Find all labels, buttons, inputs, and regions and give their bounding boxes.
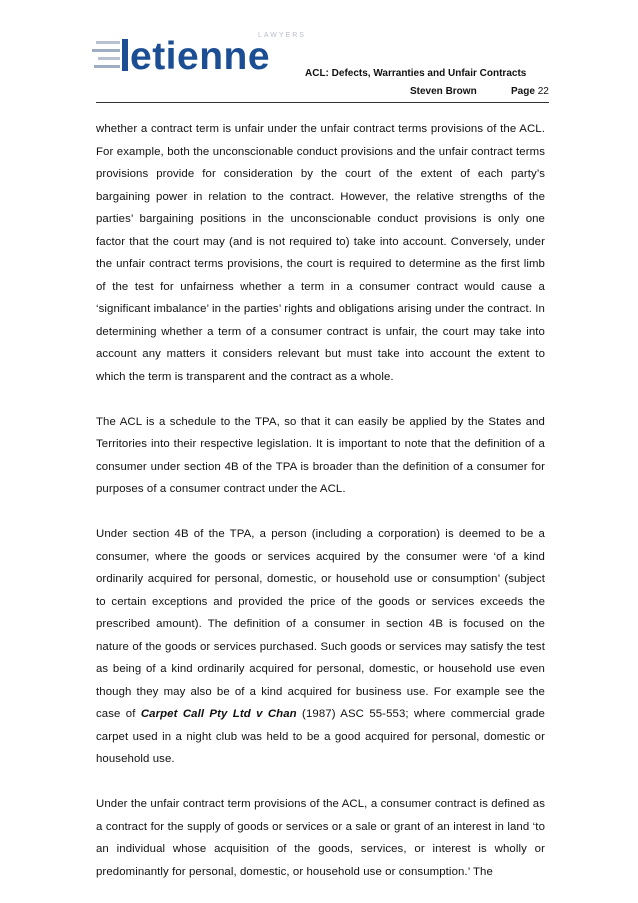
paragraph-section-4b-before: Under section 4B of the TPA, a person (including a corporation) is deemed to be a consumer, where the goods or services acquired by the consumer were ‘of a kind ordinarily acquired for personal, domestic, or household use or consumption’ (subject to certain exceptions and provided the price of the goods or services exceeds the prescribed amount). The definition of a consumer in section 4B is focused on the nature of the goods or services purchased. Such goods or services may satisfy the test as being of a kind ordinarily acquired for personal, domestic, or household use even though they may also be of a kind acquired for business use. For example see the case of <box>96 528 545 720</box>
paragraph-unfair-terms: whether a contract term is unfair under the unfair contract terms provisions of the ACL. For example, both the unconscionable conduct provisions and the unfair contract terms provisions provide for consideration by the court of the extent of each party’s bargaining power in relation to the contract. However, the relative strengths of the parties’ bargaining positions in the unconscionable conduct provisions is only one factor that the court may (and is not required to) take into account. Conversely, under the unfair contract terms provisions, the court is required to determine as the first limb of the test for unfairness whether a term in a consumer contract would cause a ‘significant imbalance’ in the parties’ rights and obligations arising under the contract. In determining whether a term of a consumer contract is unfair, the court may take into account any matters it considers relevant but must take into account the extent to which the term is transparent and the contract as a whole. <box>96 123 545 383</box>
header-divider <box>96 102 549 103</box>
header-author: Steven Brown <box>410 86 477 97</box>
paragraph-section-4b-after: (1987) ASC 55-553; where commercial grade carpet used in a night club was held to be a good acquired for personal, domestic or household use. <box>96 708 545 765</box>
logo-subtitle: LAWYERS <box>258 32 306 39</box>
page-number-value: 22 <box>537 86 549 97</box>
etienne-lawyers-logo <box>92 29 306 79</box>
page-number <box>511 86 549 97</box>
case-citation: Carpet Call Pty Ltd v Chan <box>140 708 297 720</box>
paragraph-acl-schedule: The ACL is a schedule to the TPA, so that it can easily be applied by the States and Territories into their respective legislation. It is important to note that the definition of a consumer under section 4B of the TPA is broader than the definition of a consumer for purposes of a consumer contract under the ACL. <box>96 415 545 495</box>
paragraph-section-4b <box>96 523 545 771</box>
header-title: ACL: Defects, Warranties and Unfair Contracts <box>305 68 527 79</box>
logo-wordmark: etienne <box>130 35 271 78</box>
body-text <box>96 118 545 883</box>
page-label: Page <box>511 86 535 97</box>
paragraph-consumer-contract: Under the unfair contract term provisions of the ACL, a consumer contract is defined as a contract for the supply of goods or services or a sale or grant of an interest in land ‘to an individual whose acquisition of the goods, services, or interest is wholly or predominantly for personal, domestic, or household use or consumption.’ The <box>96 798 545 878</box>
